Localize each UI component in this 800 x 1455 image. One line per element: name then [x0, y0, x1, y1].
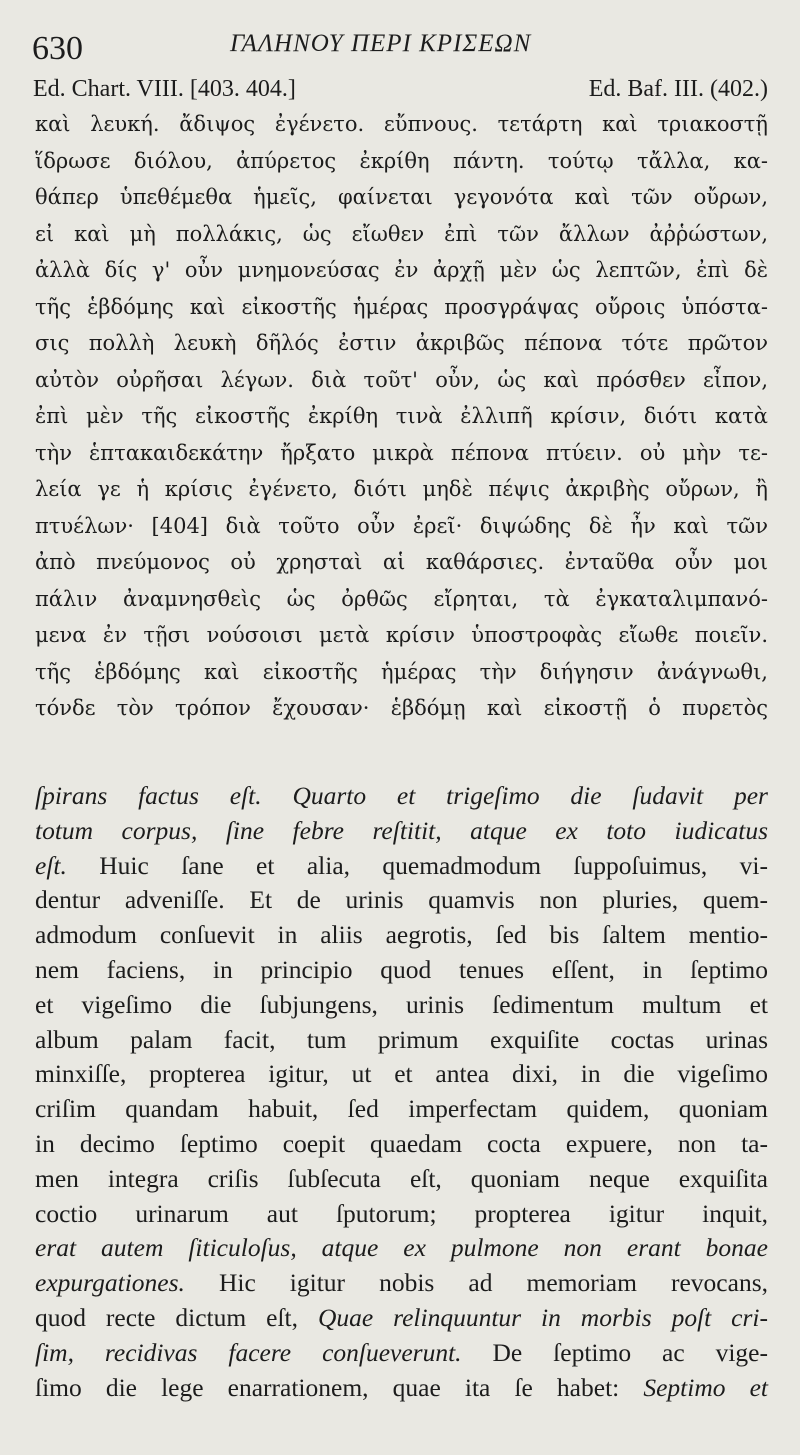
- commentary-text: minxiſſe, propterea igitur, ut et antea dixi, in die vigeſimo: [35, 1059, 768, 1089]
- latin-text-line: [35, 1266, 768, 1301]
- commentary-text: coctio urinarum aut ſputorum; propterea igitur inquit,: [35, 1198, 768, 1228]
- italic-quotation: Septimo et: [643, 1372, 768, 1402]
- latin-text-line: [35, 883, 768, 918]
- greek-text-line: λεία γε ἡ κρίσις ἐγένετο, διότι μηδὲ πέψις ἀκριβὴς οὔρων, ἢ: [35, 477, 768, 501]
- latin-text-line: [35, 1197, 768, 1232]
- edition-basel-reference: Ed. Baf. III. (402.): [588, 76, 768, 102]
- greek-text-line: θάπερ ὑπεθέμεθα ἡμεῖς, φαίνεται γεγονότα καὶ τῶν οὔρων,: [35, 185, 768, 209]
- latin-text-line: [35, 779, 768, 814]
- commentary-text: criſim quandam habuit, ſed imperfectam quidem, quoniam: [35, 1094, 768, 1124]
- page-number: 630: [32, 30, 83, 67]
- greek-text-line: πτυέλων· [404] διὰ τοῦτο οὖν ἐρεῖ· διψώδης δὲ ἦν καὶ τῶν: [35, 513, 768, 538]
- latin-text-line: [35, 988, 768, 1023]
- greek-text-line: εἰ καὶ μὴ πολλάκις, ὡς εἴωθεν ἐπὶ τῶν ἄλλων ἀῤῥώστων,: [35, 221, 768, 246]
- greek-text-line: τῆς ἑβδόμης καὶ εἰκοστῆς ἡμέρας τὴν διήγησιν ἀνάγνωθι,: [35, 659, 768, 684]
- latin-text-line: [35, 1127, 768, 1162]
- greek-text-line: τῆς ἑβδόμης καὶ εἰκοστῆς ἡμέρας προσγράψας οὔροις ὑπόστα-: [35, 294, 768, 319]
- italic-quotation: ſim, recidivas facere conſueverunt.: [35, 1337, 462, 1367]
- latin-text-line: [35, 1092, 768, 1127]
- latin-text-line: [35, 1336, 768, 1371]
- latin-text-line: [35, 918, 768, 953]
- commentary-text: et vigeſimo die ſubjungens, urinis ſedimentum multum et: [35, 989, 768, 1019]
- commentary-text: Huic ſane et alia, quemadmodum ſuppoſuimus, vi-: [66, 850, 768, 880]
- greek-text-line: ἀπὸ πνεύμονος οὐ χρησταὶ αἱ καθάρσιες. ἐνταῦθα οὖν μοι: [35, 550, 768, 574]
- latin-text-line: [35, 849, 768, 884]
- commentary-text: ſimo die lege enarrationem, quae ita ſe habet:: [35, 1372, 644, 1402]
- latin-text-block: [35, 779, 768, 1405]
- commentary-text: admodum conſuevit in aliis aegrotis, ſed bis ſaltem mentio-: [35, 920, 768, 950]
- latin-text-line: [35, 953, 768, 988]
- greek-text-line: ἀλλὰ δίς γ' οὖν μνημονεύσας ἐν ἀρχῇ μὲν ὡς λεπτῶν, ἐπὶ δὲ: [35, 258, 768, 282]
- italic-quotation: ſpirans factus eſt. Quarto et trigeſimo die ſudavit per: [35, 781, 768, 810]
- greek-text-line: σις πολλὴ λευκὴ δῆλός ἐστιν ἀκριβῶς πέπονα τότε πρῶτον: [35, 331, 768, 355]
- running-title: ΓΑΛΗΝΟΥ ΠΕΡΙ ΚΡΙΣΕΩΝ: [230, 30, 532, 57]
- commentary-text: De ſeptimo ac vige-: [461, 1337, 768, 1367]
- greek-text-block: [35, 106, 768, 727]
- greek-text-line: μενα ἐν τῇσι νούσοισι μετὰ κρίσιν ὑποστροφὰς εἴωθε ποιεῖν.: [35, 623, 768, 647]
- italic-quotation: eſt.: [35, 850, 67, 880]
- latin-text-line: [35, 1023, 768, 1058]
- latin-text-line: [35, 1057, 768, 1092]
- commentary-text: men integra criſis ſubſecuta eſt, quoniam neque exquiſita: [35, 1163, 768, 1193]
- italic-quotation: totum corpus, ſine febre reſtitit, atque ex toto iudicatus: [35, 815, 768, 845]
- greek-text-line: πάλιν ἀναμνησθεὶς ὡς ὀρθῶς εἴρηται, τὰ ἐγκαταλιμπανό-: [35, 586, 768, 611]
- commentary-text: nem faciens, in principio quod tenues eſſent, in ſeptimo: [35, 954, 768, 984]
- italic-quotation: Quae relinquuntur in morbis poſt cri-: [317, 1302, 768, 1332]
- commentary-text: quod recte dictum eſt,: [35, 1302, 318, 1332]
- commentary-text: dentur adveniſſe. Et de urinis quamvis non pluries, quem-: [35, 885, 768, 915]
- greek-text-line: τὴν ἑπτακαιδεκάτην ἤρξατο μικρὰ πέπονα πτύειν. οὐ μὴν τε-: [35, 440, 768, 465]
- greek-text-line: αὐτὸν οὐρῆσαι λέγων. διὰ τοῦτ' οὖν, ὡς καὶ πρόσθεν εἶπον,: [35, 367, 768, 392]
- latin-text-line: [35, 814, 768, 849]
- greek-text-line: καὶ λευκή. ἄδιψος ἐγένετο. εὔπνους. τετάρτη καὶ τριακοστῇ: [35, 112, 768, 136]
- greek-text-line: τόνδε τὸν τρόπον ἔχουσαν· ἑβδόμῃ καὶ εἰκοστῇ ὁ πυρετὸς: [35, 696, 768, 720]
- latin-text-line: [35, 1162, 768, 1197]
- edition-chart-reference: Ed. Chart. VIII. [403. 404.]: [33, 76, 296, 102]
- commentary-text: album palam facit, tum primum exquiſite coctas urinas: [35, 1024, 768, 1054]
- latin-text-line: [35, 1301, 768, 1336]
- commentary-text: in decimo ſeptimo coepit quaedam cocta expuere, non ta-: [35, 1128, 768, 1158]
- latin-text-line: [35, 1231, 768, 1266]
- greek-text-line: ἵδρωσε διόλου, ἀπύρετος ἐκρίθη πάντη. τούτῳ τἄλλα, κα-: [35, 148, 768, 173]
- commentary-text: Hic igitur nobis ad memoriam revocans,: [184, 1268, 768, 1298]
- italic-quotation: erat autem ſiticuloſus, atque ex pulmone non erant bonae: [35, 1233, 768, 1263]
- latin-text-line: [35, 1371, 768, 1406]
- edition-reference-line: [33, 76, 768, 103]
- italic-quotation: expurgationes.: [35, 1268, 185, 1298]
- greek-text-line: ἐπὶ μὲν τῆς εἰκοστῆς ἐκρίθη τινὰ ἐλλιπῆ κρίσιν, διότι κατὰ: [35, 404, 768, 428]
